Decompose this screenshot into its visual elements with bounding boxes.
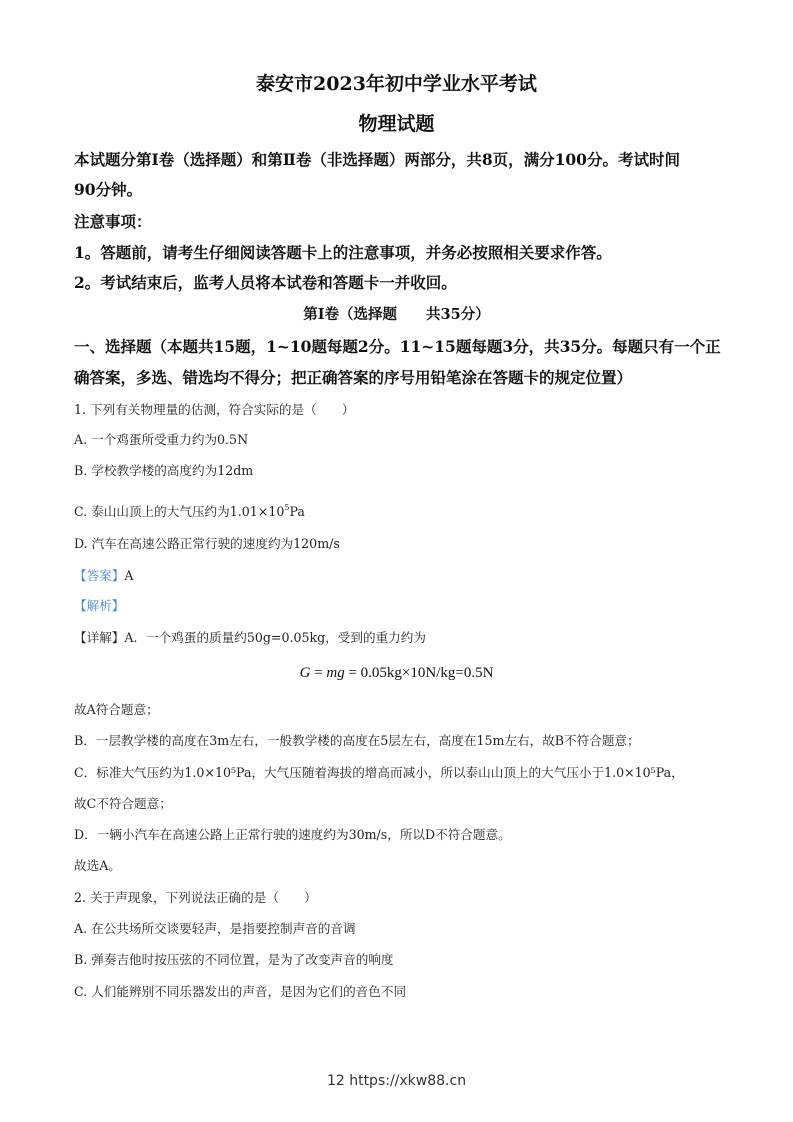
- detail-line: 【详解】A．一个鸡蛋的质量约50g=0.05kg，受到的重力约为: [74, 630, 426, 645]
- explanation-line: 故C不符合题意；: [74, 796, 172, 811]
- formula-mg: mg: [326, 665, 345, 681]
- explanation-line: 故A符合题意；: [74, 702, 159, 717]
- page-footer: 12 https://xkw88.cn: [326, 1073, 467, 1089]
- question-1-option-c: [74, 498, 305, 522]
- formula-g: G: [299, 665, 311, 681]
- notes-heading: 注意事项：: [74, 212, 152, 231]
- unit: Pa: [289, 504, 305, 519]
- answer-value: A: [124, 568, 134, 583]
- explanation-line: C．标准大气压约为1.0×10⁵Pa，大气压随着海拔的增高而减小，所以泰山山顶上的大气压小于1.0×10⁵Pa，: [74, 765, 684, 780]
- analysis-label: 【解析】: [74, 598, 125, 613]
- exam-subtitle: 物理试题: [358, 113, 435, 135]
- question-1-option-a: A. 一个鸡蛋所受重力约为0.5N: [74, 432, 249, 447]
- exam-title: 泰安市2023年初中学业水平考试: [256, 73, 537, 95]
- intro-line: 90分钟。: [74, 180, 143, 199]
- explanation-line: B．一层教学楼的高度在3m左右，一般教学楼的高度在5层左右，高度在15m左右，故B不符合题意；: [74, 733, 640, 748]
- note-item: 2。考试结束后，监考人员将本试卷和答题卡一并收回。: [74, 273, 457, 292]
- question-1-stem: 1. 下列有关物理量的估测，符合实际的是（ ）: [74, 402, 355, 417]
- section-instructions: 确答案，多选、错选均不得分；把正确答案的序号用铅笔涂在答题卡的规定位置）: [74, 368, 633, 387]
- question-2-option-c: C. 人们能辨别不同乐器发出的声音，是因为它们的音色不同: [74, 984, 407, 999]
- section-instructions: 一、选择题（本题共15题，1~10题每题2分。11~15题每题3分，共35分。每题只有一个正: [74, 337, 721, 356]
- option-c-text: C. 泰山山顶上的大气压约为1.01×10: [74, 504, 285, 519]
- exponent: 5: [284, 503, 290, 512]
- formula-rest: = 0.05kg×10N/kg=0.5N: [344, 665, 494, 681]
- question-1-option-b: B. 学校教学楼的高度约为12dm: [74, 463, 254, 478]
- part1-heading: 第Ⅰ卷（选择题 共35分）: [303, 306, 490, 323]
- question-1-option-d: D. 汽车在高速公路正常行驶的速度约为120m/s: [74, 536, 340, 551]
- answer-label: 【答案】: [74, 568, 125, 583]
- intro-line: 本试题分第Ⅰ卷（选择题）和第Ⅱ卷（非选择题）两部分，共8页，满分100分。考试时间: [74, 150, 680, 169]
- question-2-stem: 2. 关于声现象，下列说法正确的是（ ）: [74, 890, 317, 905]
- note-item: 1。答题前，请考生仔细阅读答题卡上的注意事项，并务必按照相关要求作答。: [74, 243, 612, 262]
- question-2-option-b: B. 弹奏吉他时按压弦的不同位置，是为了改变声音的响度: [74, 952, 394, 967]
- explanation-line: D．一辆小汽车在高速公路上正常行驶的速度约为30m/s，所以D不符合题意。: [74, 827, 511, 842]
- question-2-option-a: A. 在公共场所交谈要轻声，是指要控制声音的音调: [74, 921, 356, 936]
- formula: G = mg = 0.05kg×10N/kg=0.5N: [299, 665, 494, 681]
- answer-line: [74, 566, 133, 586]
- explanation-line: 故选A。: [74, 858, 121, 873]
